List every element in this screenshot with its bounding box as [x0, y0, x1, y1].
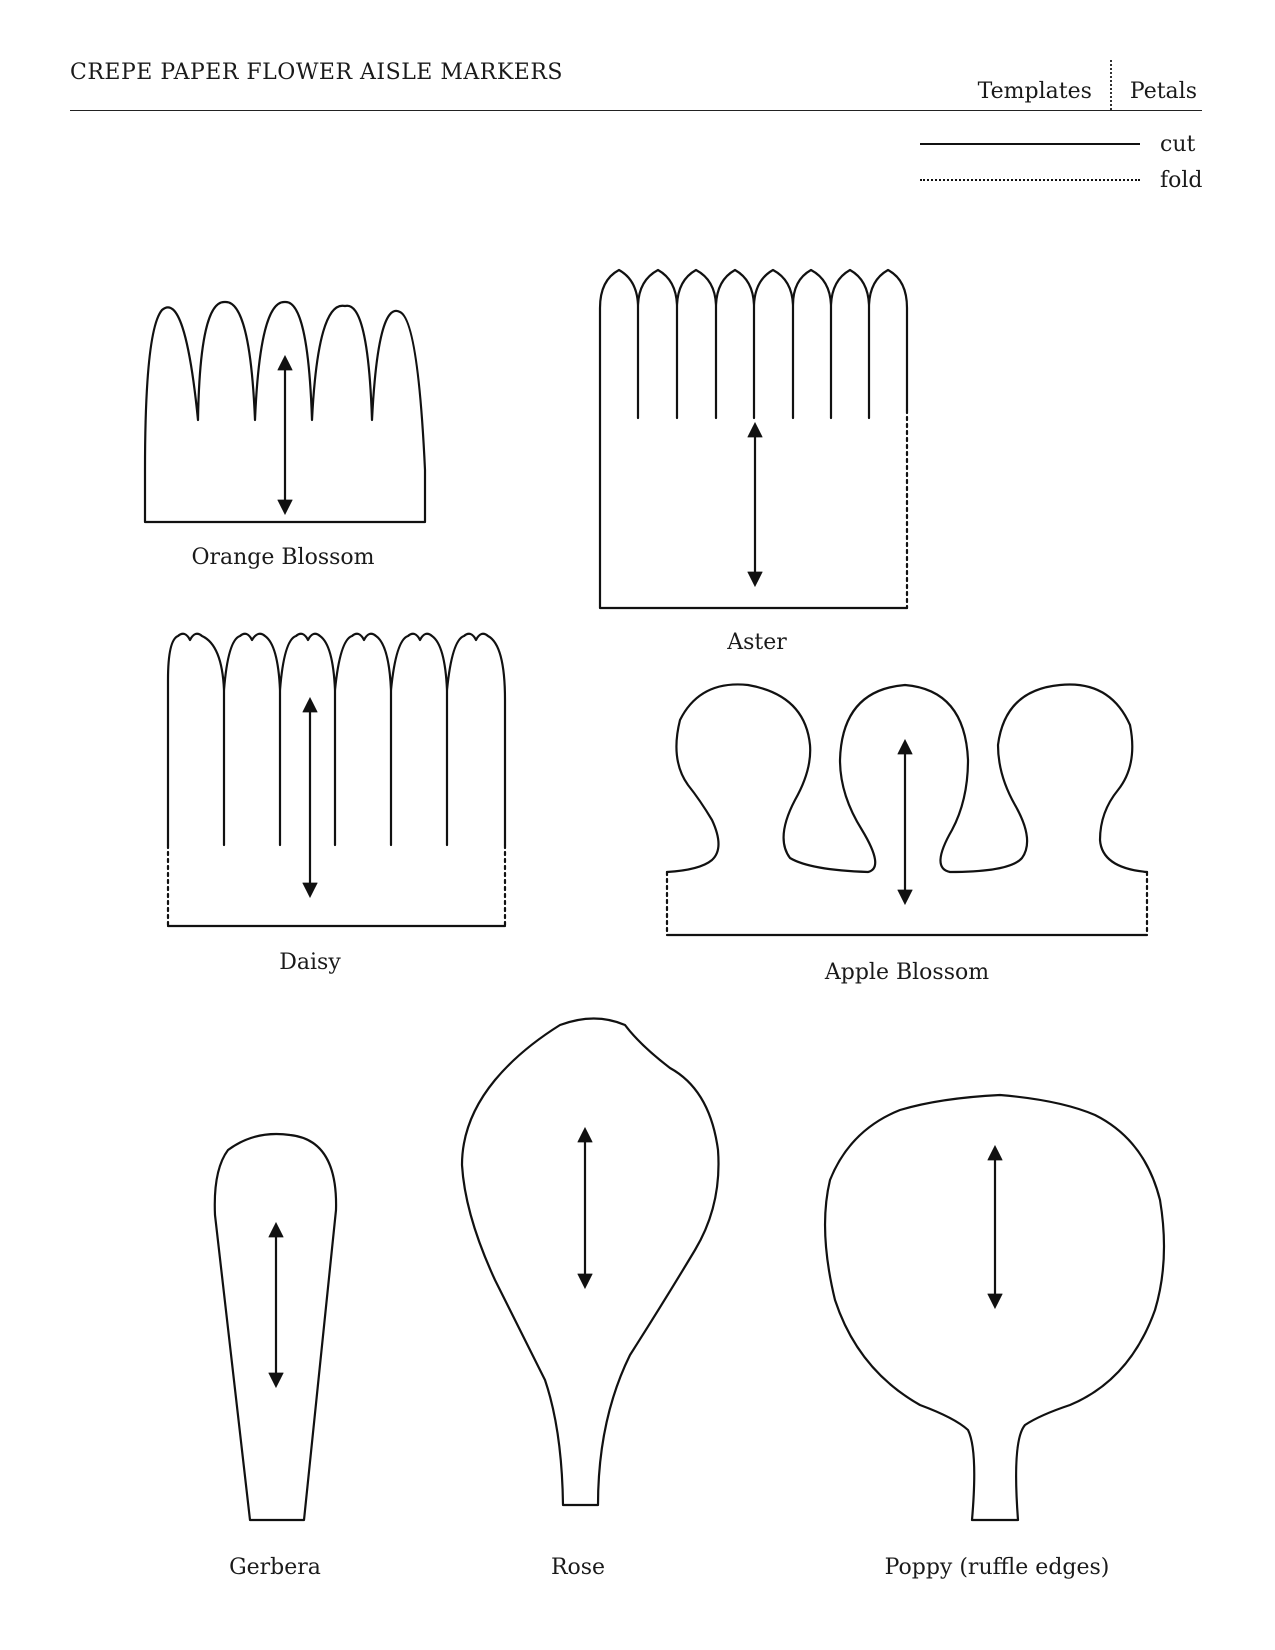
daisy-caption: Daisy [279, 950, 341, 975]
breadcrumb-templates: Templates [977, 78, 1092, 104]
orange-blossom-template [145, 302, 425, 522]
gerbera-template [215, 1134, 336, 1520]
rose-caption: Rose [550, 1555, 606, 1580]
legend-fold-label: fold [1160, 167, 1203, 193]
apple-blossom-caption: Apple Blossom [824, 960, 990, 985]
daisy-template [168, 634, 505, 926]
poppy-template [825, 1095, 1164, 1520]
gerbera-caption: Gerbera [229, 1555, 321, 1580]
page-title: CREPE PAPER FLOWER AISLE MARKERS [70, 60, 563, 85]
legend-cut-label: cut [1160, 131, 1196, 157]
aster-template [600, 270, 907, 608]
breadcrumb-petals: Petals [1129, 78, 1197, 104]
aster-caption: Aster [727, 630, 787, 655]
rose-template [462, 1019, 719, 1506]
apple-blossom-template [667, 684, 1147, 935]
orange-blossom-caption: Orange Blossom [191, 545, 375, 570]
poppy-caption: Poppy (ruffle edges) [884, 1555, 1110, 1580]
